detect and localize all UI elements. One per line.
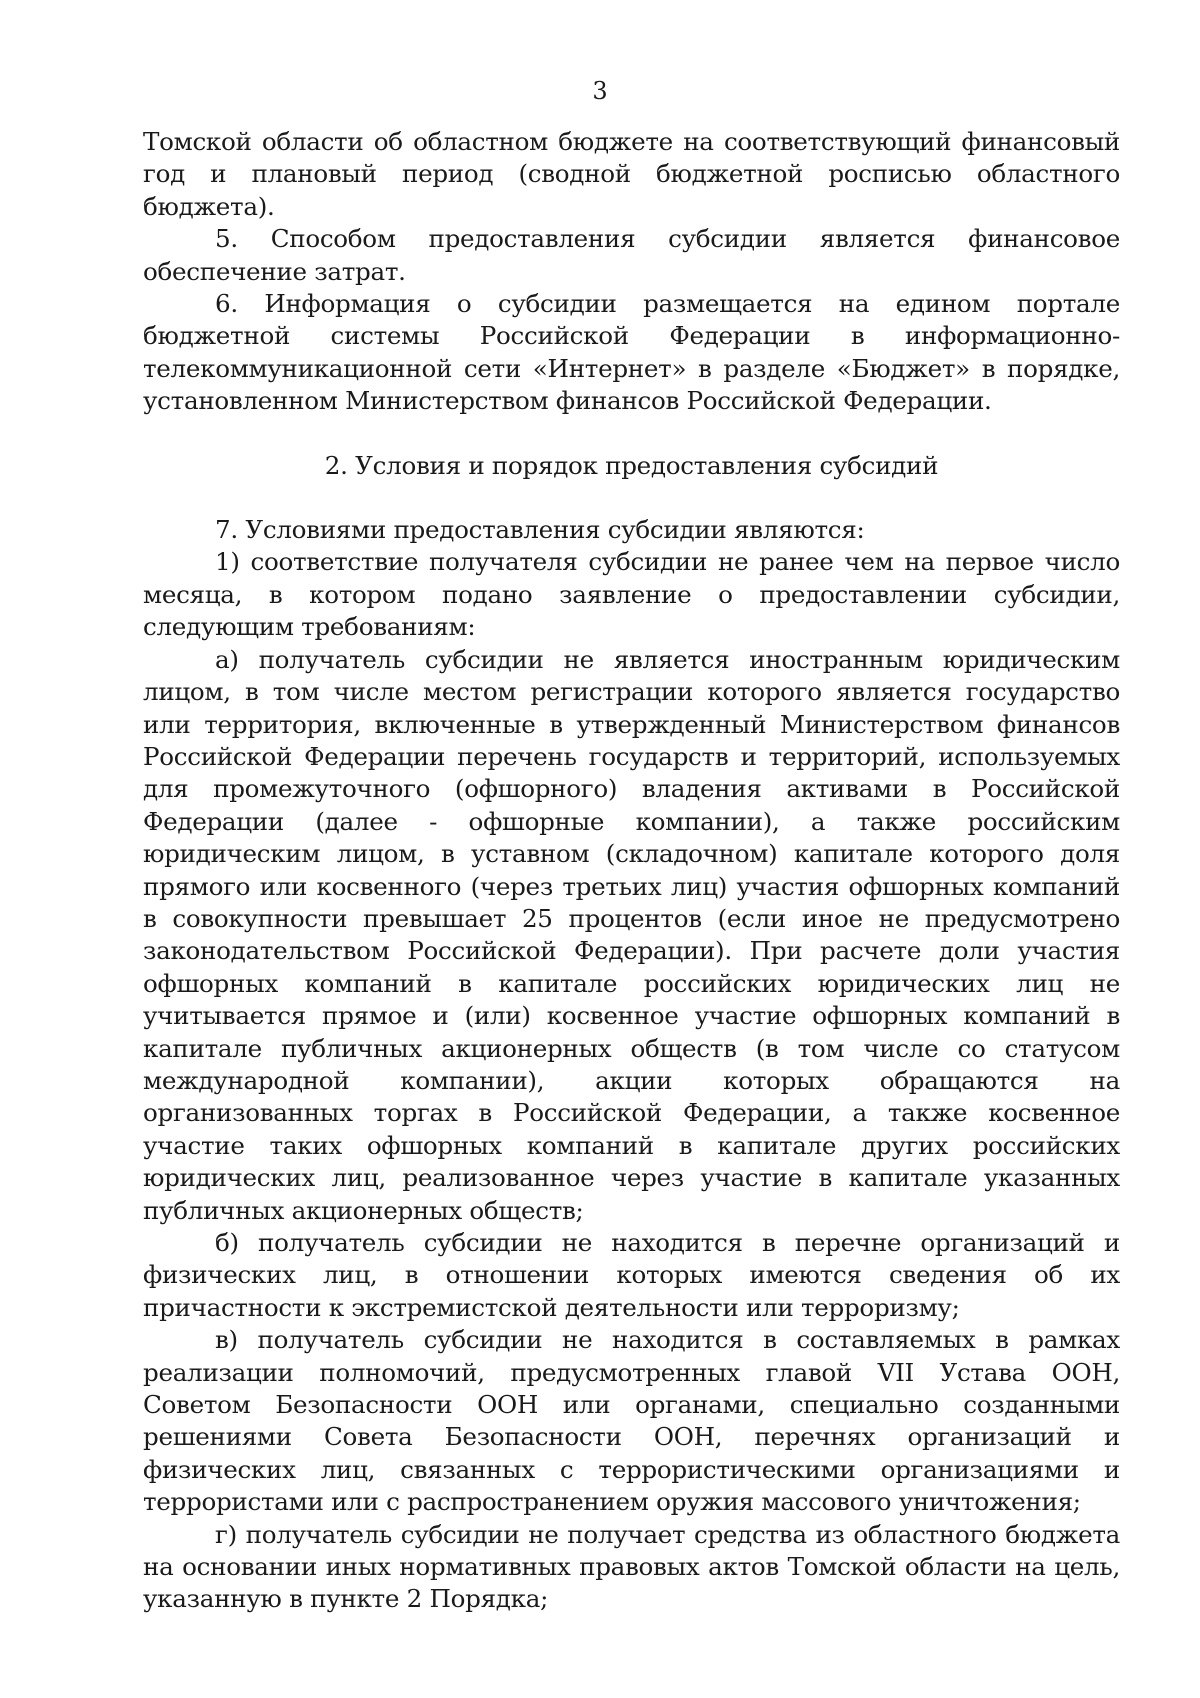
document-body [143, 126, 1120, 1616]
paragraph-subitem-g: г) получатель субсидии не получает средства из областного бюджета на основании иных нормативных правовых актов Томской области на цель, указанную в пункте 2 Порядка; [143, 1519, 1120, 1614]
paragraph-item-6: 6. Информация о субсидии размещается на едином портале бюджетной системы Российской Федерации в информационно-телекоммуникационной сети «Интернет» в разделе «Бюджет» в порядке, установленном Министерством финансов Российской Федерации. [143, 289, 1120, 416]
paragraph-subitem-v: в) получатель субсидии не находится в составляемых в рамках реализации полномочий, предусмотренных главой VII Устава ООН, Советом Безопасности ООН или органами, специально созданными решениями Совета Безопасности ООН, перечнях организаций и физических лиц, связанных с террористическими организациями и террористами или с распространением оружия массового уничтожения; [143, 1325, 1120, 1517]
paragraph-item-5: 5. Способом предоставления субсидии является финансовое обеспечение затрат. [143, 224, 1120, 286]
section-heading: 2. Условия и порядок предоставления субсидий [324, 450, 939, 480]
paragraph-subitem-a: а) получатель субсидии не является иностранным юридическим лицом, в том числе местом регистрации которого является государство или территория, включенные в утвержденный Министерством финансов Российской Федерации перечень государств и территорий, используемых для промежуточного (офшорного) владения активами в Российской Федерации (далее - офшорные компании), а также российским юридическим лицом, в уставном (складочном) капитале которого доля прямого или косвенного (через третьих лиц) участия офшорных компаний в совокупности превышает 25 процентов (если иное не предусмотрено законодательством Российской Федерации). При расчете доли участия офшорных компаний в капитале российских юридических лиц не учитывается прямое и (или) косвенное участие офшорных компаний в капитале публичных акционерных обществ (в том числе со статусом международной компании), акции которых обращаются на организованных торгах в Российской Федерации, а также косвенное участие таких офшорных компаний в капитале других российских юридических лиц, реализованное через участие в капитале указанных публичных акционерных обществ; [143, 644, 1120, 1225]
paragraph-subitem-1: 1) соответствие получателя субсидии не ранее чем на первое число месяца, в котором подано заявление о предоставлении субсидии, следующим требованиям: [143, 547, 1120, 642]
page-number: 3 [592, 77, 608, 105]
paragraph-continuation: Томской области об областном бюджете на соответствующий финансовый год и плановый период (сводной бюджетной росписью областного бюджета). [143, 127, 1120, 221]
paragraph-item-7: 7. Условиями предоставления субсидии являются: [215, 515, 865, 545]
paragraph-subitem-b: б) получатель субсидии не находится в перечне организаций и физических лиц, в отношении которых имеются сведения об их причастности к экстремистской деятельности или терроризму; [143, 1228, 1120, 1322]
